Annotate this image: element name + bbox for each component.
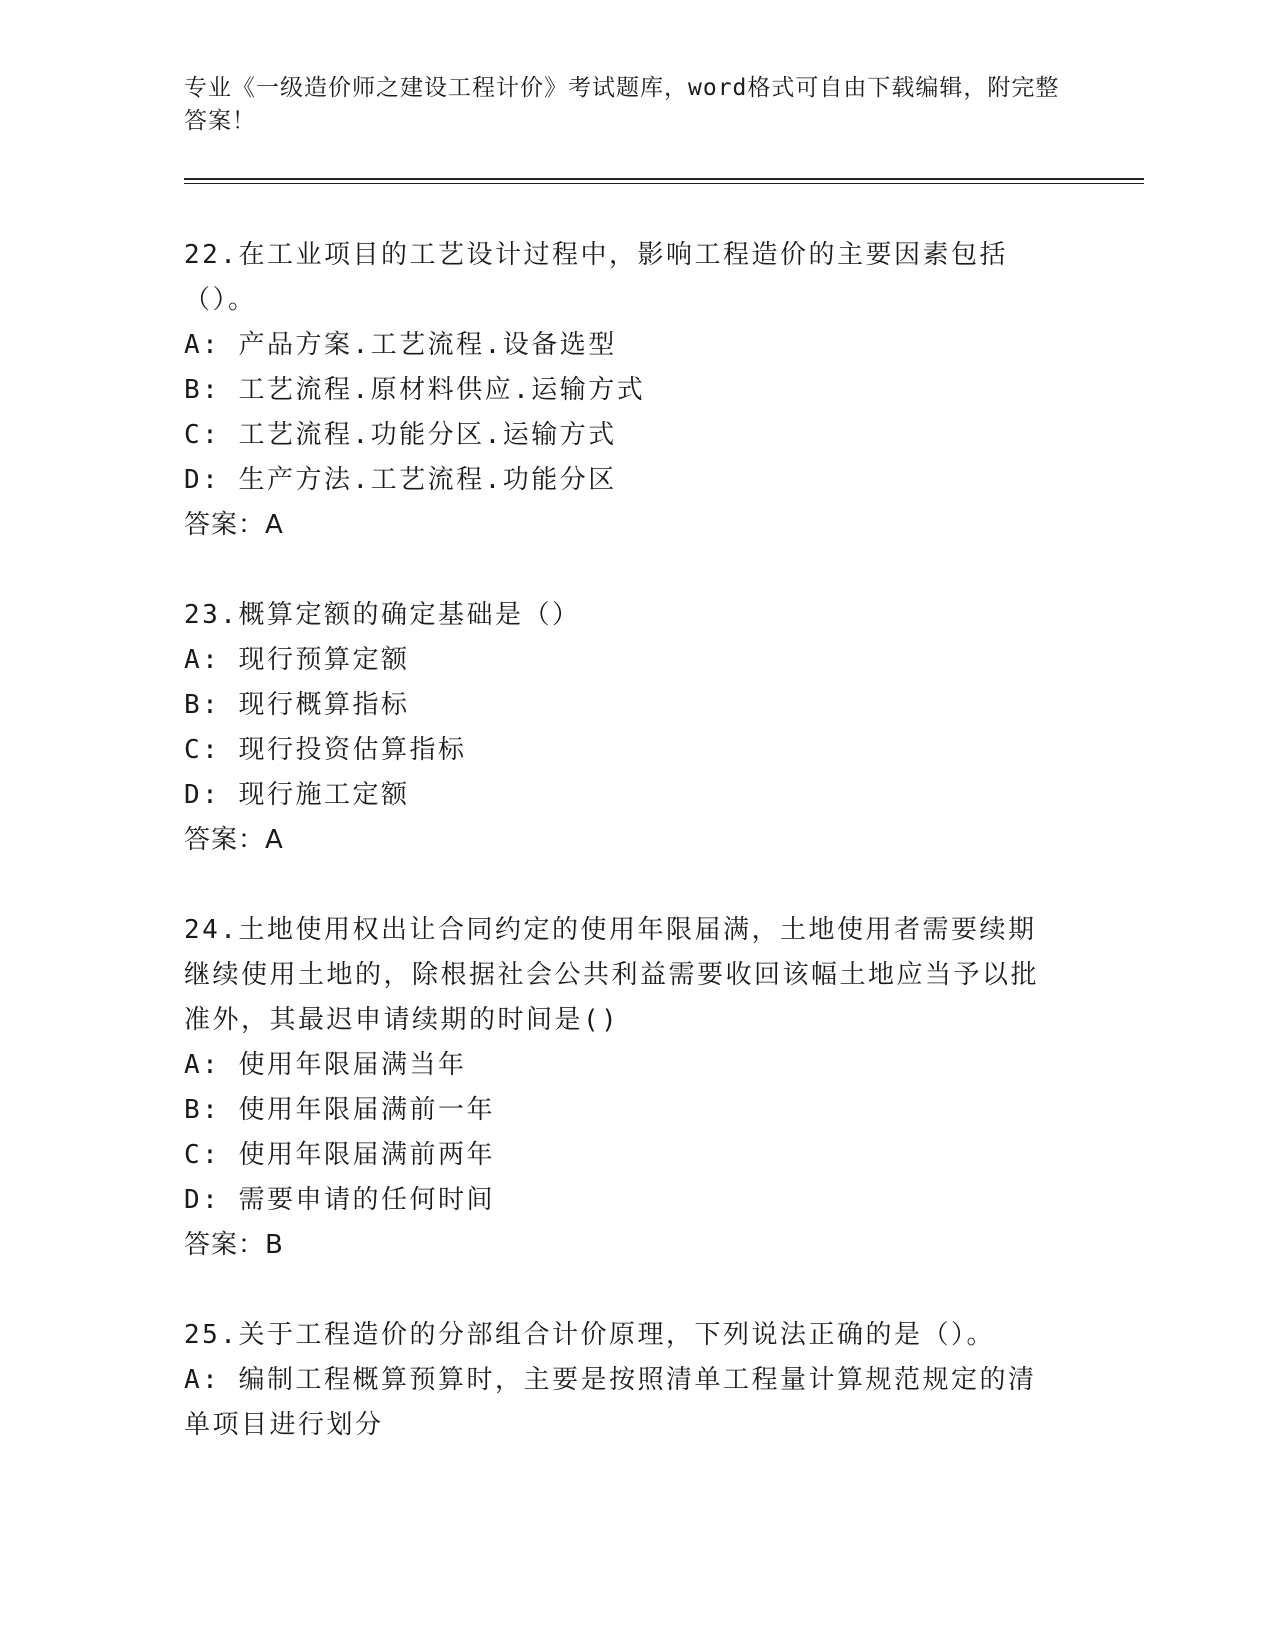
option-c: C: 工艺流程.功能分区.运输方式	[184, 420, 617, 450]
question-title: 25.关于工程造价的分部组合计价原理，下列说法正确的是（）。	[184, 1320, 995, 1350]
question-list	[184, 233, 1064, 1493]
option-d: D: 现行施工定额	[184, 780, 410, 810]
question-title: 24.土地使用权出让合同约定的使用年限届满，土地使用者需要续期继续使用土地的，除根据社会公共利益需要收回该幅土地应当予以批准外，其最迟申请续期的时间是()	[184, 915, 1040, 1035]
header-divider-thick	[184, 178, 1144, 180]
option-b: B: 工艺流程.原材料供应.运输方式	[184, 375, 646, 405]
question-23	[184, 593, 1064, 863]
answer-text: 答案：B	[184, 1230, 284, 1260]
option-b: B: 使用年限届满前一年	[184, 1095, 495, 1125]
option-a: A: 使用年限届满当年	[184, 1050, 467, 1080]
option-c: C: 使用年限届满前两年	[184, 1140, 495, 1170]
question-22	[184, 233, 1064, 548]
option-b: B: 现行概算指标	[184, 690, 410, 720]
document-header: 专业《一级造价师之建设工程计价》考试题库，word格式可自由下载编辑，附完整答案！	[184, 75, 1060, 134]
option-a: A: 现行预算定额	[184, 645, 410, 675]
answer-text: 答案：A	[184, 825, 284, 855]
answer-text: 答案：A	[184, 510, 284, 540]
option-c: C: 现行投资估算指标	[184, 735, 467, 765]
option-d: D: 需要申请的任何时间	[184, 1185, 495, 1215]
option-d: D: 生产方法.工艺流程.功能分区	[184, 465, 617, 495]
question-title: 23.概算定额的确定基础是（）	[184, 600, 581, 630]
option-a: A: 产品方案.工艺流程.设备选型	[184, 330, 617, 360]
question-title: 22.在工业项目的工艺设计过程中，影响工程造价的主要因素包括（）。	[184, 240, 1008, 315]
option-a: A: 编制工程概算预算时，主要是按照清单工程量计算规范规定的清单项目进行划分	[184, 1365, 1037, 1440]
question-25	[184, 1313, 1064, 1448]
question-24	[184, 908, 1064, 1268]
header-divider-thin	[184, 183, 1144, 184]
